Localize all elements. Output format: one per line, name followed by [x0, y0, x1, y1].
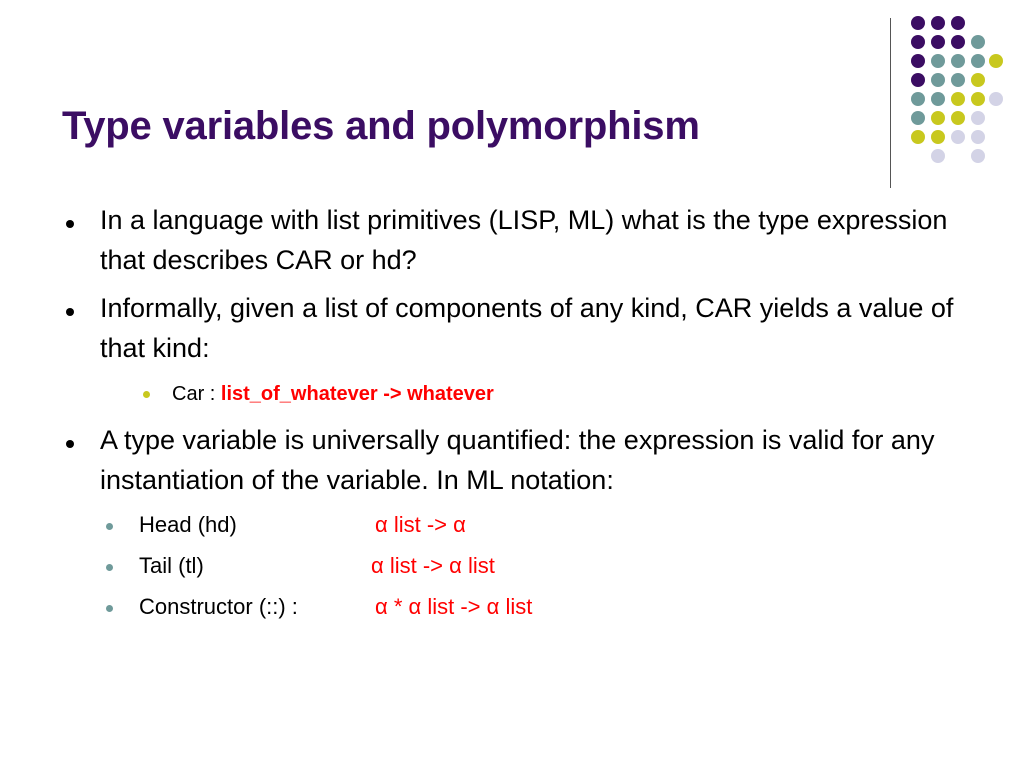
bullet-text: Informally, given a list of components of any kind, CAR yields a value of that kind:: [100, 293, 954, 363]
dot: [971, 130, 985, 144]
dot: [911, 16, 925, 30]
dot: [931, 35, 945, 49]
dot: [989, 54, 1003, 68]
dot: [931, 92, 945, 106]
dot: [951, 35, 965, 49]
car-type-expression: list_of_whatever -> whatever: [220, 383, 494, 405]
dot: [951, 54, 965, 68]
dot: [971, 149, 985, 163]
dot: [931, 149, 945, 163]
dot: [951, 111, 965, 125]
dot: [951, 92, 965, 106]
sub-bullet-dot: [106, 605, 113, 612]
ml-item-type: α list -> α: [375, 512, 466, 537]
sub-bullet-dot: [106, 523, 113, 530]
slide-title: Type variables and polymorphism: [62, 104, 700, 148]
dot: [931, 111, 945, 125]
ml-item-label: Head (hd): [139, 512, 237, 537]
dot: [911, 92, 925, 106]
dot: [931, 16, 945, 30]
car-label: Car :: [172, 383, 221, 405]
dot: [911, 111, 925, 125]
dot: [911, 54, 925, 68]
dot: [971, 92, 985, 106]
dot: [951, 130, 965, 144]
sub-bullet-dot: [143, 391, 150, 398]
dot: [931, 130, 945, 144]
bullet-dot: [66, 220, 74, 228]
bullet-dot: [66, 440, 74, 448]
ml-item-label: Constructor (::) :: [139, 594, 298, 619]
dot: [989, 92, 1003, 106]
car-sub-bullet: [172, 380, 494, 408]
sub-bullet-dot: [106, 564, 113, 571]
title-divider-line: [890, 18, 891, 188]
ml-item-type: α * α list -> α list: [375, 594, 533, 619]
ml-item-type: α list -> α list: [371, 553, 495, 578]
bullet-text: In a language with list primitives (LISP, ML) what is the type expression that describes CAR or hd?: [100, 205, 948, 275]
dot: [951, 16, 965, 30]
dot: [971, 54, 985, 68]
dot: [971, 35, 985, 49]
dot: [931, 73, 945, 87]
dot: [971, 111, 985, 125]
dot: [971, 73, 985, 87]
dot: [951, 73, 965, 87]
dot: [931, 54, 945, 68]
ml-item-label: Tail (tl): [139, 553, 204, 578]
dot: [911, 35, 925, 49]
bullet-dot: [66, 308, 74, 316]
bullet-text: A type variable is universally quantified: the expression is valid for any instantiation of the variable. In ML notation:: [100, 425, 935, 495]
dot: [911, 73, 925, 87]
dot: [911, 130, 925, 144]
